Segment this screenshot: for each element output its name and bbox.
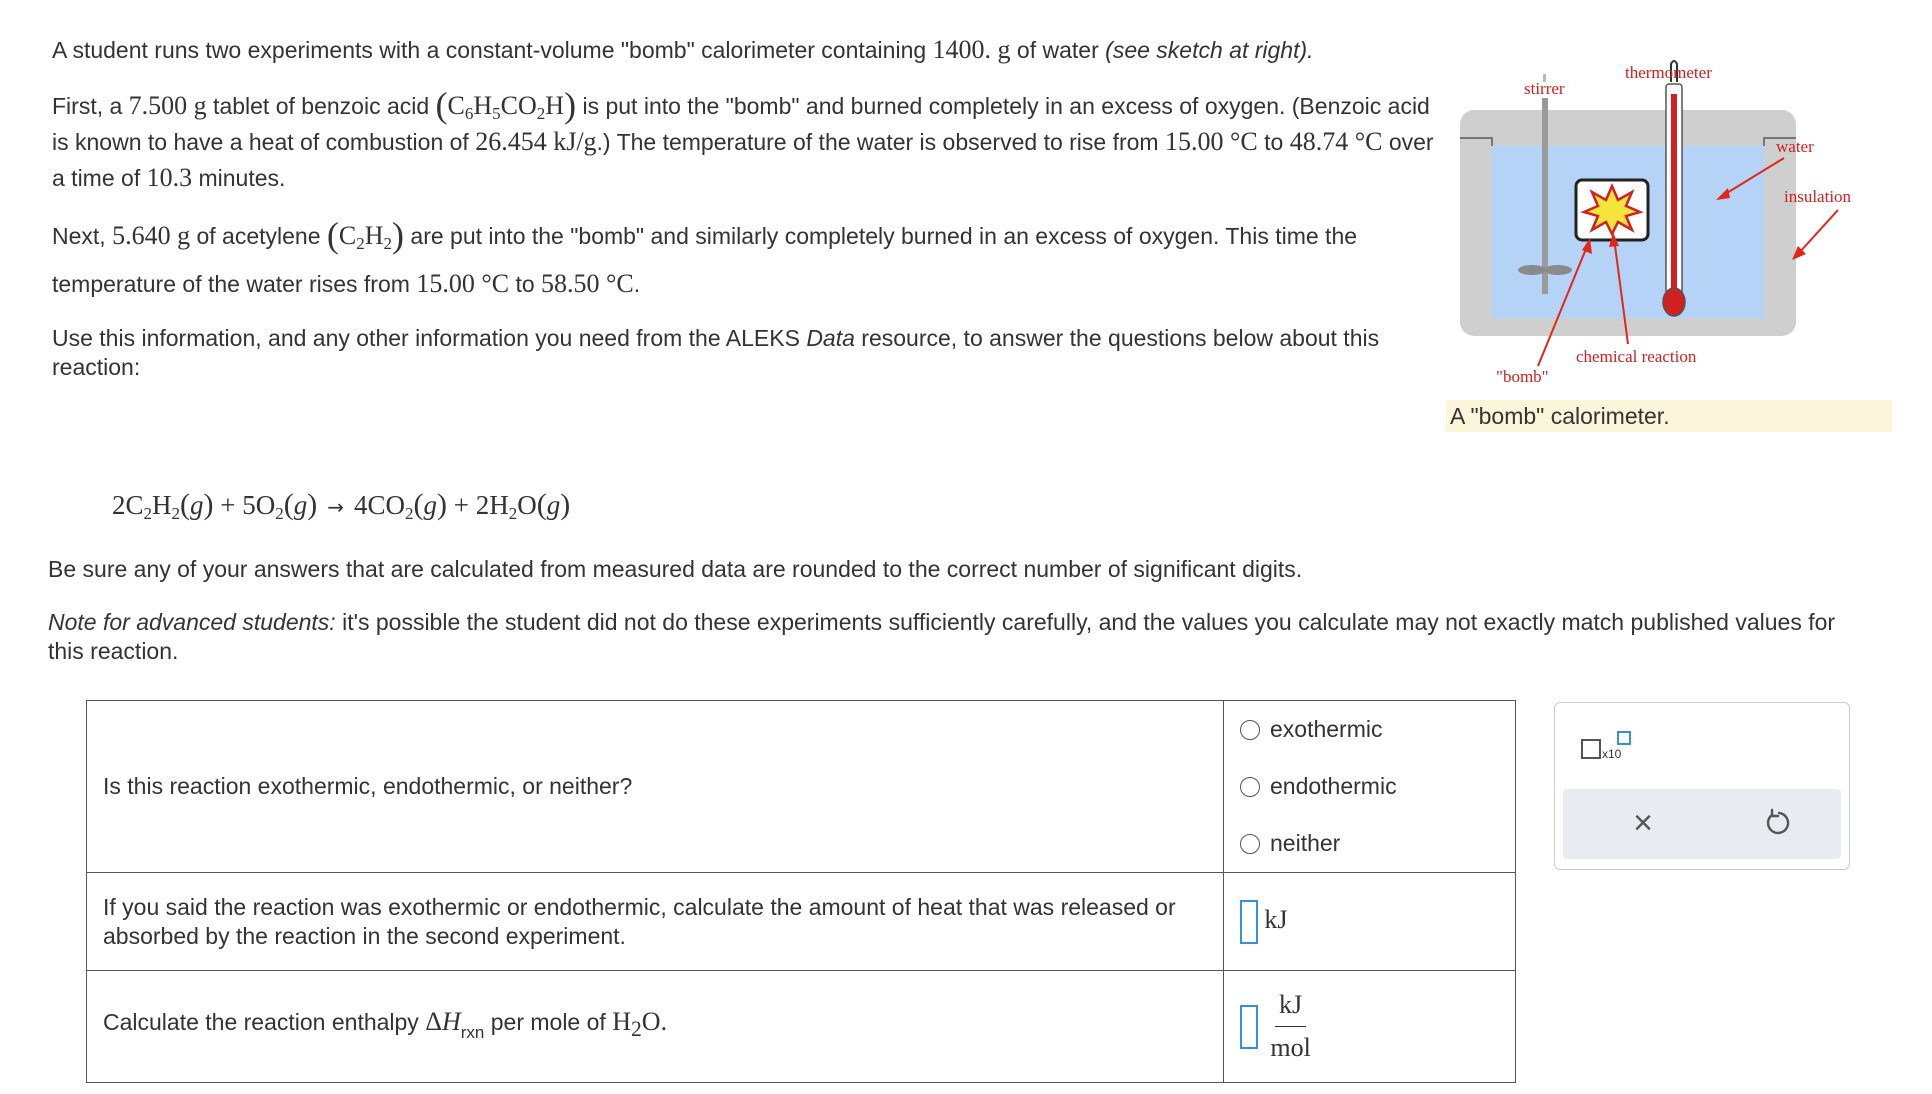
problem-intro <box>52 34 1442 404</box>
enthalpy-unit: $\frac{kJ}{\text{mol}}$ <box>1270 990 1311 1062</box>
thermometer-bulb <box>1663 288 1685 316</box>
water-label: water <box>1776 137 1814 156</box>
option-exothermic[interactable]: exothermic <box>1240 701 1515 758</box>
benzoic-acid-formula: $(C_6H_5CO_2H)$ <box>435 85 577 125</box>
bomb-label: "bomb" <box>1496 367 1549 386</box>
chemical-reaction-label: chemical reaction <box>1576 347 1697 366</box>
question-row-3 <box>87 971 1516 1083</box>
undo-icon[interactable] <box>1763 807 1795 839</box>
question-row-1 <box>87 701 1516 873</box>
explosion-icon <box>1584 186 1640 234</box>
figure-caption: A "bomb" calorimeter. <box>1446 400 1892 432</box>
question-3-answer <box>1224 971 1516 1083</box>
question-table <box>86 700 1516 1083</box>
advanced-note: Note for advanced students: it's possible the student did not do these experiments sufficiently carefully, and the values you calculate may not exactly match published values for this reaction. <box>48 609 1836 664</box>
sig-fig-instructions: Be sure any of your answers that are calculated from measured data are rounded to the correct number of significant digits. <box>48 556 1303 582</box>
stirrer-label: stirrer <box>1524 79 1565 98</box>
enthalpy-input[interactable] <box>1240 1005 1258 1049</box>
stirrer-shaft <box>1542 98 1548 294</box>
option-endothermic[interactable]: endothermic <box>1240 758 1515 815</box>
heat-unit: kJ <box>1264 904 1288 934</box>
heat-input[interactable] <box>1240 900 1258 944</box>
answer-tool-panel <box>1554 702 1850 870</box>
clear-button[interactable]: × <box>1633 804 1653 842</box>
radio-exothermic[interactable] <box>1240 720 1260 740</box>
question-1-text: Is this reaction exothermic, endothermic, or neither? <box>87 701 1224 873</box>
intro-paragraph-4: Use this information, and any other information you need from the ALEKS Data resource, to answer the questions below about this reaction: <box>52 325 1380 380</box>
question-1-answer <box>1224 701 1516 873</box>
bomb-calorimeter-diagram <box>1440 22 1900 442</box>
scientific-notation-button[interactable]: x10 <box>1581 729 1631 761</box>
reaction-equation: $2C_2H_2(g) + 5O_2(g) \to 4CO_2(g) + 2H_2O(g)$ <box>112 488 571 523</box>
question-2-answer <box>1224 873 1516 971</box>
thermometer-mercury <box>1671 94 1677 294</box>
tool-button-bar <box>1563 789 1841 859</box>
exponent-box-icon <box>1617 731 1631 745</box>
stirrer-blade-left <box>1518 265 1546 275</box>
question-2-text: If you said the reaction was exothermic or endothermic, calculate the amount of heat that was released or absorbed by the reaction in the second experiment. <box>87 873 1224 971</box>
acetylene-formula: $(C_2H_2)$ <box>326 215 405 255</box>
arrow-insulation <box>1798 210 1838 254</box>
mantissa-box-icon <box>1581 739 1601 759</box>
insulation-label: insulation <box>1784 187 1852 206</box>
option-neither[interactable]: neither <box>1240 815 1515 872</box>
intro-paragraph-1: A student runs two experiments with a constant-volume "bomb" calorimeter containing 1400. g of water (see sketch at right). <box>52 35 1314 64</box>
question-row-2 <box>87 873 1516 971</box>
intro-paragraph-3: Next, 5.640 g of acetylene $(C_2H_2)$ are put into the "bomb" and similarly completely burned in an excess of oxygen. This time the temperature of the water rises from 15.00 °C to 58.50 °C. <box>52 215 1358 298</box>
stirrer-blade-right <box>1544 265 1572 275</box>
intro-paragraph-2: First, a 7.500 g tablet of benzoic acid $(C_6H_5CO_2H)$ is put into the "bomb" and burned completely in an excess of oxygen. (Benzoic acid is known to have a heat of combustion of 26.454 kJ/g.) The temperature of the water is observed to rise from 15.00 °C to 48.74 °C over a time of 10.3 minutes. <box>52 85 1434 192</box>
question-3-text: Calculate the reaction enthalpy $\Delta H_{rxn}$ per mole of $H_2O$. <box>87 971 1224 1083</box>
reaction-arrow: → <box>327 495 345 519</box>
radio-neither[interactable] <box>1240 834 1260 854</box>
radio-endothermic[interactable] <box>1240 777 1260 797</box>
thermometer-label: thermometer <box>1625 63 1712 82</box>
